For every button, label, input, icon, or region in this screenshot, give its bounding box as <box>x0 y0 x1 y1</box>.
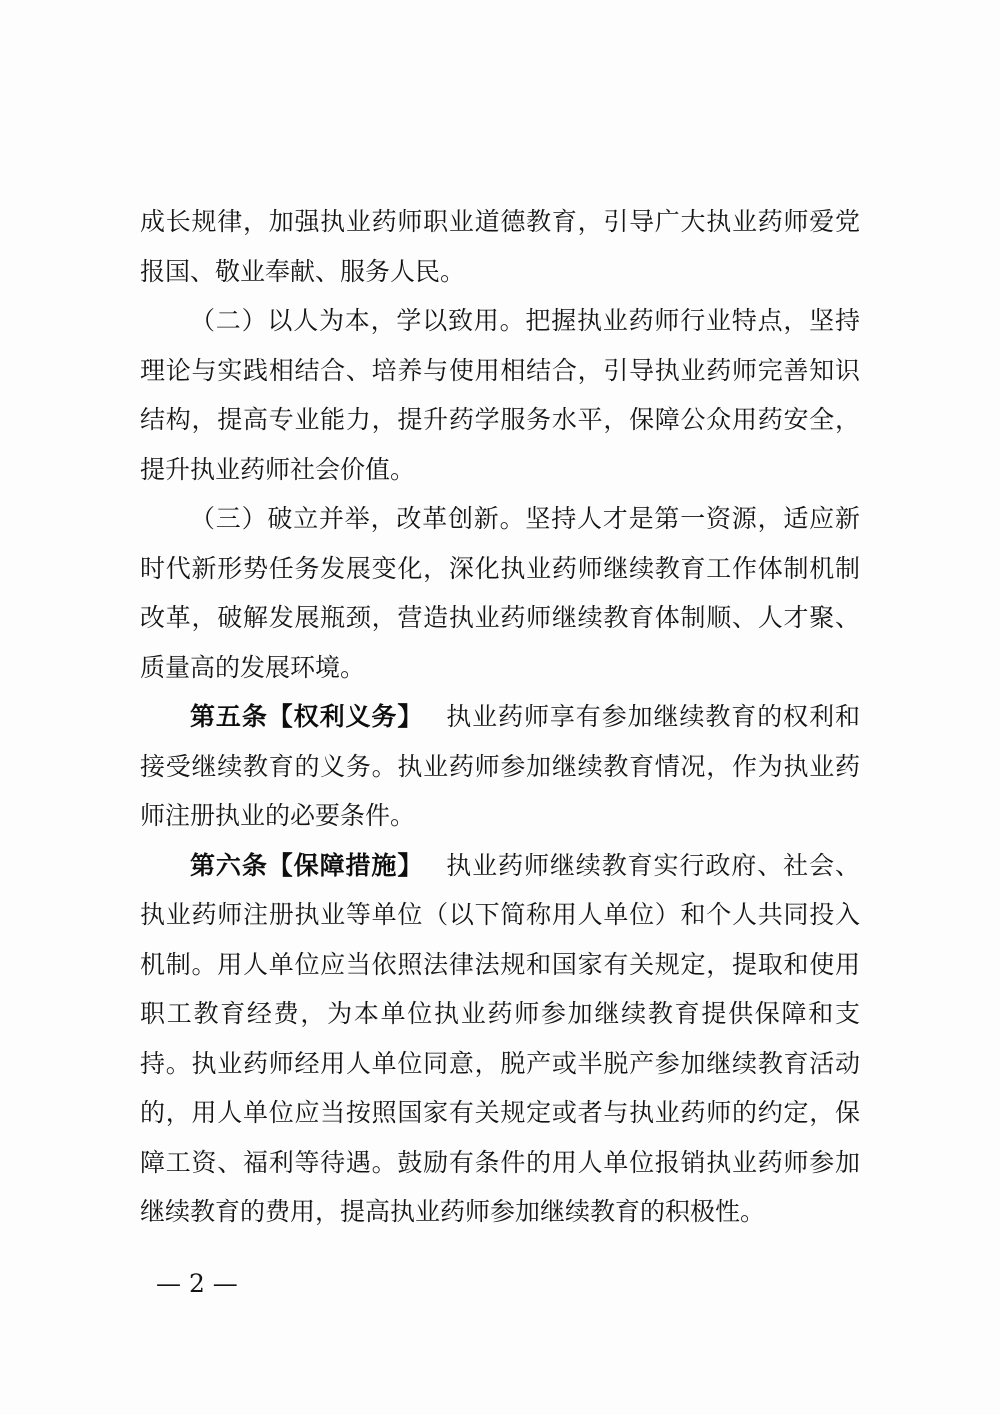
paragraph-continuation: 成长规律，加强执业药师职业道德教育，引导广大执业药师爱党报国、敬业奉献、服务人民。 <box>140 207 860 286</box>
paragraph-principle-2: （二）以人为本，学以致用。把握执业药师行业特点，坚持理论与实践相结合、培养与使用相结合，引导执业药师完善知识结构，提高专业能力，提升药学服务水平，保障公众用药安全，提升执业药师社会价值。 <box>140 306 860 484</box>
article-6-text: 执业药师继续教育实行政府、社会、执业药师注册执业等单位（以下简称用人单位）和个人共同投入机制。用人单位应当依照法律法规和国家有关规定，提取和使用职工教育经费，为本单位执业药师参加继续教育提供保障和支持。执业药师经用人单位同意，脱产或半脱产参加继续教育活动的，用人单位应当按照国家有关规定或者与执业药师的约定，保障工资、福利等待遇。鼓励有条件的用人单位报销执业药师参加继续教育的费用，提高执业药师参加继续教育的积极性。 <box>140 850 860 1226</box>
article-5-text: 执业药师享有参加继续教育的权利和接受继续教育的义务。执业药师参加继续教育情况，作为执业药师注册执业的必要条件。 <box>140 702 860 830</box>
page-number: — 2 — <box>156 1269 238 1298</box>
article-5-heading: 第五条【权利义务】 <box>190 702 424 731</box>
article-6-paragraph <box>140 841 860 1237</box>
document-body <box>140 197 860 1237</box>
article-6-heading: 第六条【保障措施】 <box>190 850 424 880</box>
article-5-paragraph <box>140 692 860 841</box>
paragraph-principle-3: （三）破立并举，改革创新。坚持人才是第一资源，适应新时代新形势任务发展变化，深化执业药师继续教育工作体制机制改革，破解发展瓶颈，营造执业药师继续教育体制顺、人才聚、质量高的发展环境。 <box>140 504 860 682</box>
